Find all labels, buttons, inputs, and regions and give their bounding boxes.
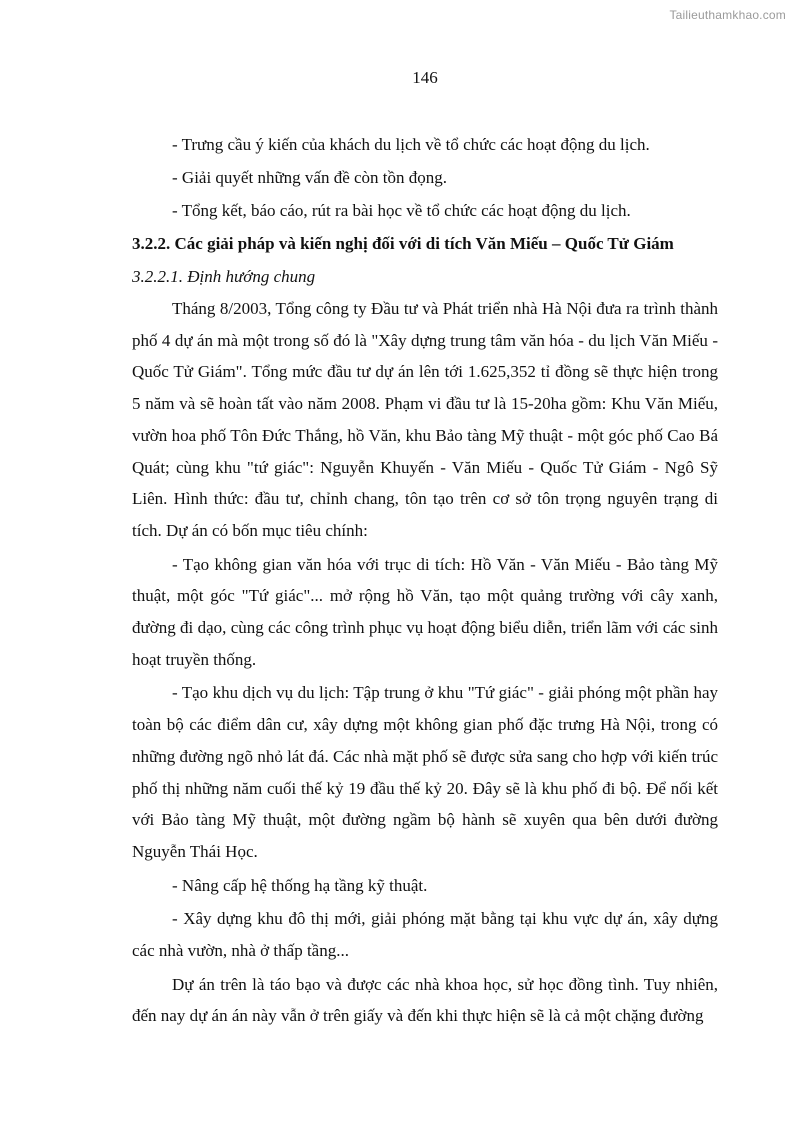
paragraph: - Nâng cấp hệ thống hạ tầng kỹ thuật. xyxy=(172,875,428,895)
bullet-item: - Trưng cầu ý kiến của khách du lịch về tổ chức các hoạt động du lịch. xyxy=(172,135,650,154)
bullet-item: - Tổng kết, báo cáo, rút ra bài học về tổ chức các hoạt động du lịch. xyxy=(172,201,631,220)
paragraph: - Tạo không gian văn hóa với trục di tích: Hồ Văn - Văn Miếu - Bảo tàng Mỹ thuật, một góc "Tứ giác"... mở rộng hồ Văn, tạo một quảng trường với cây xanh, đường đi dạo, cùng các công trình phục vụ hoạt động biểu diễn, triển lãm với các sinh hoạt truyền thống. xyxy=(132,554,718,669)
paragraph: - Xây dựng khu đô thị mới, giải phóng mặt bằng tại khu vực dự án, xây dựng các nhà vườn, nhà ở thấp tầng... xyxy=(132,909,718,961)
paragraph: Dự án trên là táo bạo và được các nhà khoa học, sử học đồng tình. Tuy nhiên, đến nay dự án án này vẫn ở trên giấy và đến khi thực hiện sẽ là cả một chặng đường xyxy=(132,974,718,1026)
watermark-text: Tailieuthamkhao.com xyxy=(669,8,786,22)
section-heading: 3.2.2. Các giải pháp và kiến nghị đối với di tích Văn Miếu – Quốc Tử Giám xyxy=(132,234,674,253)
document-body xyxy=(132,128,718,1034)
bullet-item: - Giải quyết những vấn đề còn tồn đọng. xyxy=(172,168,448,187)
paragraph: Tháng 8/2003, Tổng công ty Đầu tư và Phát triển nhà Hà Nội đưa ra trình thành phố 4 dự án mà một trong số đó là "Xây dựng trung tâm văn hóa - du lịch Văn Miếu - Quốc Tử Giám". Tổng mức đầu tư dự án lên tới 1.625,352 tỉ đồng sẽ thực hiện trong 5 năm và sẽ hoàn tất vào năm 2008. Phạm vi đầu tư là 15-20ha gồm: Khu Văn Miếu, vườn hoa phố Tôn Đức Thắng, hồ Văn, khu Bảo tàng Mỹ thuật - một góc phố Cao Bá Quát; cùng khu "tứ giác": Nguyễn Khuyến - Văn Miếu - Quốc Tử Giám - Ngô Sỹ Liên. Hình thức: đầu tư, chỉnh chang, tôn tạo trên cơ sở tôn trọng nguyên trạng di tích. Dự án có bốn mục tiêu chính: xyxy=(132,299,718,540)
paragraph: - Tạo khu dịch vụ du lịch: Tập trung ở khu "Tứ giác" - giải phóng một phần hay toàn bộ các điểm dân cư, xây dựng một không gian phố đặc trưng Hà Nội, trong có những đường ngõ nhỏ lát đá. Các nhà mặt phố sẽ được sửa sang cho hợp với kiến trúc phố thị những năm cuối thế kỷ 19 đầu thế kỷ 20. Đây sẽ là khu phố đi bộ. Để nối kết với Bảo tàng Mỹ thuật, một đường ngầm bộ hành sẽ xuyên qua bên dưới đường Nguyễn Thái Học. xyxy=(132,683,718,861)
subsection-heading: 3.2.2.1. Định hướng chung xyxy=(132,267,316,286)
page-number: 146 xyxy=(412,68,438,87)
